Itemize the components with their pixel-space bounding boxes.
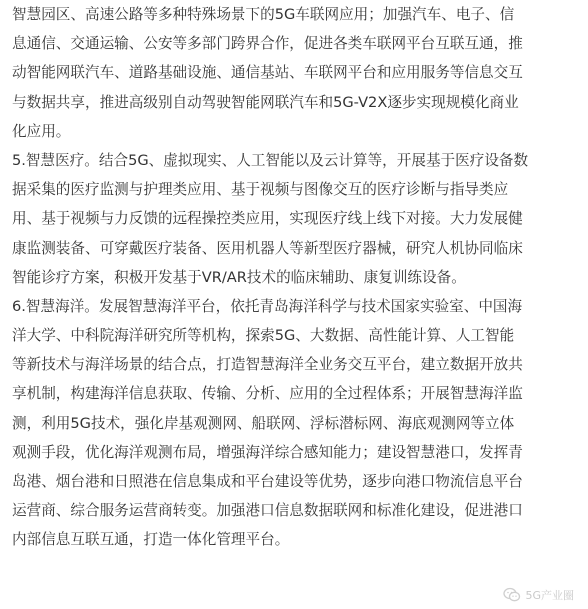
section-6-heading-line: 6.智慧海洋。发展智慧海洋平台，依托青岛海洋科学与技术国家实验室、中国海	[12, 297, 523, 315]
text-line: 化应用。	[12, 122, 71, 140]
text-line: 岛港、烟台港和日照港在信息集成和平台建设等优势，逐步向港口物流信息平台	[12, 473, 523, 490]
article-body	[12, 0, 586, 555]
text-line: 观测手段，优化海洋观测布局，增强海洋综合感知能力；建设智慧港口，发挥青	[12, 443, 523, 461]
text-line: 测，利用5G技术，强化岸基观测网、船联网、浮标潜标网、海底观测网等立体	[12, 414, 515, 432]
text-line: 享机制，构建海洋信息获取、传输、分析、应用的全过程体系；开展智慧海洋监	[12, 385, 523, 403]
watermark-text: 5G产业圈	[525, 589, 574, 602]
section-5-heading-line: 5.智慧医疗。结合5G、虚拟现实、人工智能以及云计算等，开展基于医疗设备数	[12, 151, 529, 169]
text-line: 等新技术与海洋场景的结合点，打造智慧海洋全业务交互平台，建立数据开放共	[12, 356, 523, 374]
text-line: 运营商、综合服务运营商转变。加强港口信息数据联网和标准化建设，促进港口	[12, 502, 523, 520]
text-line: 用、基于视频与力反馈的远程操控类应用，实现医疗线上线下对接。大力发展健	[12, 210, 523, 228]
wechat-icon	[503, 587, 521, 603]
text-line: 据采集的医疗监测与护理类应用、基于视频与图像交互的医疗诊断与指导类应	[12, 181, 509, 199]
text-line: 与数据共享，推进高级别自动驾驶智能网联汽车和5G-V2X逐步实现规模化商业	[12, 93, 519, 111]
text-line: 智慧园区、高速公路等多种特殊场景下的5G车联网应用；加强汽车、电子、信	[12, 6, 515, 23]
text-line: 智能诊疗方案，积极开发基于VR/AR技术的临床辅助、康复训练设备。	[12, 268, 466, 286]
text-line: 内部信息互联互通，打造一体化管理平台。	[12, 531, 290, 549]
watermark	[503, 587, 574, 603]
text-line: 息通信、交通运输、公安等多部门跨界合作，促进各类车联网平台互联互通，推	[12, 35, 523, 53]
text-line: 洋大学、中科院海洋研究所等机构，探索5G、大数据、高性能计算、人工智能	[12, 327, 515, 345]
text-line: 康监测装备、可穿戴医疗装备、医用机器人等新型医疗器械，研究人机协同临床	[12, 239, 523, 257]
text-line: 动智能网联汽车、道路基础设施、通信基站、车联网平台和应用服务等信息交互	[12, 64, 523, 82]
